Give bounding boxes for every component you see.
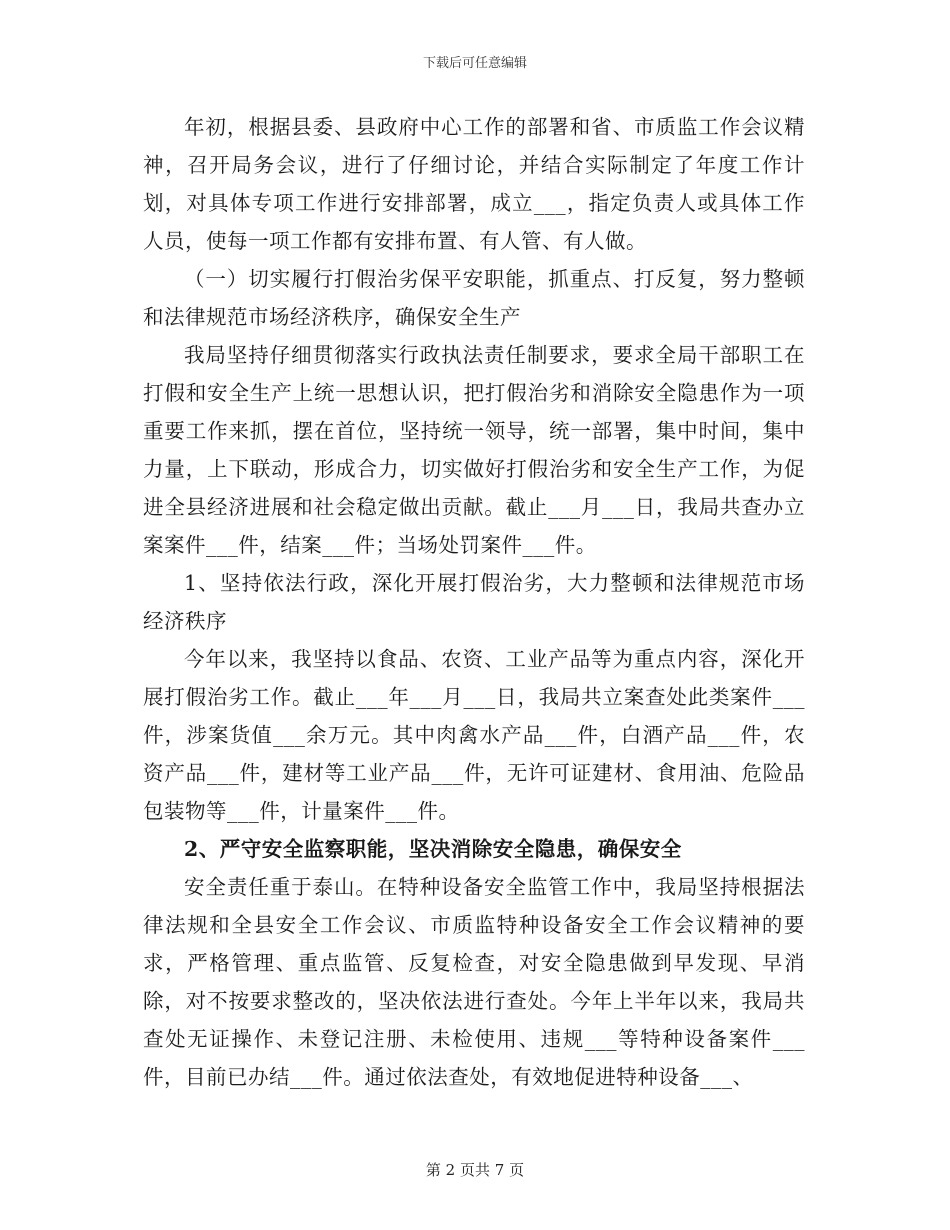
section-heading-1: （一）切实履行打假治劣保平安职能，抓重点、打反复，努力整顿和法律规范市场经济秩序，确保安全生产 bbox=[143, 267, 805, 329]
header-note: 下载后可任意编辑 bbox=[422, 56, 527, 71]
subsection-heading-2: 2、严守安全监察职能，坚决消除安全隐患，确保安全 bbox=[184, 837, 682, 861]
paragraph-intro: 年初，根据县委、县政府中心工作的部署和省、市质监工作会议精神，召开局务会议，进行了仔细讨论，并结合实际制定了年度工作计划，对具体专项工作进行安排部署，成立___，指定负责人或具体工作人员，使每一项工作都有安排布置、有人管、有人做。 bbox=[143, 115, 805, 253]
subsection-heading-1: 1、坚持依法行政，深化开展打假治劣，大力整顿和法律规范市场经济秩序 bbox=[143, 571, 805, 633]
paragraph-anti-counterfeit: 今年以来，我坚持以食品、农资、工业产品等为重点内容，深化开展打假治劣工作。截止___年___月___日，我局共立案查处此类案件___件，涉案货值___余万元。其中肉禽水产品___件，白酒产品___件，农资产品___件，建材等工业产品___件，无许可证建材、食用油、危险品包装物等___件，计量案件___件。 bbox=[143, 647, 805, 823]
document-body bbox=[143, 108, 805, 1096]
paragraph-safety: 安全责任重于泰山。在特种设备安全监管工作中，我局坚持根据法律法规和全县安全工作会议、市质监特种设备安全工作会议精神的要求，严格管理、重点监管、反复检查，对安全隐患做到早发现、早消除，对不按要求整改的，坚决依法进行查处。今年上半年以来，我局共查处无证操作、未登记注册、未检使用、违规___等特种设备案件___件，目前已办结___件。通过依法查处，有效地促进特种设备___、 bbox=[143, 875, 805, 1089]
paragraph-enforcement: 我局坚持仔细贯彻落实行政执法责任制要求，要求全局干部职工在打假和安全生产上统一思想认识，把打假治劣和消除安全隐患作为一项重要工作来抓，摆在首位，坚持统一领导，统一部署，集中时间，集中力量，上下联动，形成合力，切实做好打假治劣和安全生产工作，为促进全县经济进展和社会稳定做出贡献。截止___月___日，我局共查办立案案件___件，结案___件；当场处罚案件___件。 bbox=[143, 343, 805, 557]
page-number: 第 2 页共 7 页 bbox=[425, 1161, 525, 1179]
